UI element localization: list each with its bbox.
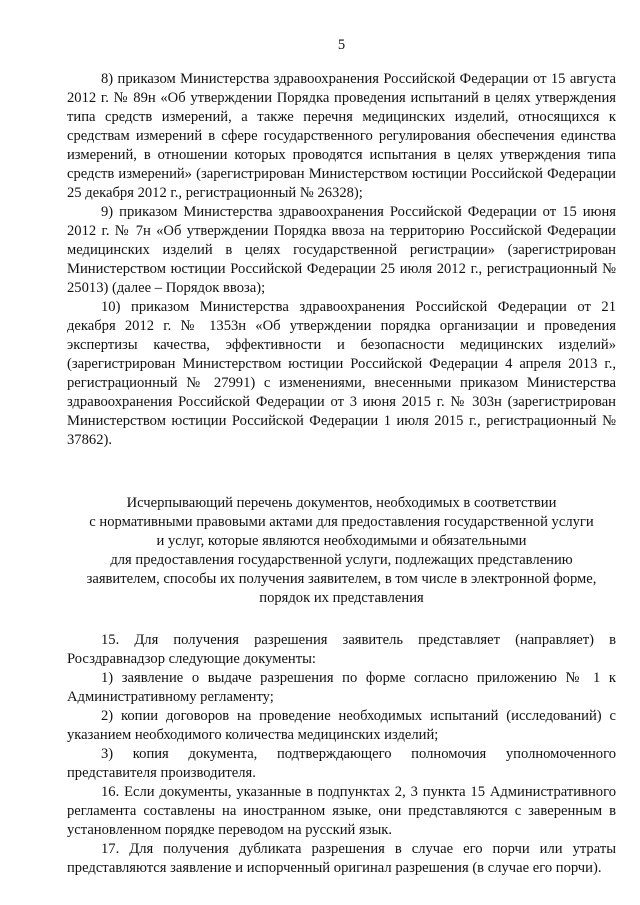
paragraph-item-10: 10) приказом Министерства здравоохранения Российской Федерации от 21 декабря 2012 г. № 1353н «Об утверждении порядка организации и проведения экспертизы качества, эффективности и безопасности медицинских изделий» (зарегистрирован Министерством юстиции Российской Федерации 4 апреля 2013 г., регистрационный № 27991) с изменениями, внесенными приказом Министерства здравоохранения Российской Федерации от 3 июня 2015 г. № 303н (зарегистрирован Министерством юстиции Российской Федерации 1 июля 2015 г., регистрационный № 37862).: [67, 299, 616, 448]
heading-line: для предоставления государственной услуги, подлежащих представлению: [110, 552, 573, 568]
paragraph-clause-16: 16. Если документы, указанные в подпунктах 2, 3 пункта 15 Административного регламента составлены на иностранном языке, они представляются с заверенным в установленном порядке переводом на русский язык.: [67, 784, 616, 838]
page-number: 5: [337, 37, 346, 53]
paragraph-item-8: 8) приказом Министерства здравоохранения Российской Федерации от 15 августа 2012 г. № 89н «Об утверждении Порядка проведения испытаний в целях утверждения типа средств измерений, а также перечня медицинских изделий, относящихся к средствам измерений в сфере государственного регулирования обеспечения единства измерений, в отношении которых проводятся испытания в целях утверждения типа средств измерений» (зарегистрирован Министерством юстиции Российской Федерации 25 декабря 2012 г., регистрационный № 26328);: [67, 71, 616, 201]
heading-line: с нормативными правовыми актами для предоставления государственной услуги: [89, 514, 594, 530]
paragraph-clause-15: 15. Для получения разрешения заявитель представляет (направляет) в Росздравнадзор следующие документы:: [67, 632, 616, 667]
section-heading: [67, 494, 616, 608]
paragraph-subitem-2: 2) копии договоров на проведение необходимых испытаний (исследований) с указанием необходимого количества медицинских изделий;: [67, 708, 616, 743]
paragraph-subitem-3: 3) копия документа, подтверждающего полномочия уполномоченного представителя производителя.: [67, 746, 616, 781]
heading-line: Исчерпывающий перечень документов, необходимых в соответствии: [126, 495, 557, 511]
paragraph-subitem-1: 1) заявление о выдаче разрешения по форме согласно приложению № 1 к Административному регламенту;: [67, 670, 616, 705]
heading-line: и услуг, которые являются необходимыми и обязательными: [156, 533, 527, 549]
paragraph-clause-17: 17. Для получения дубликата разрешения в случае его порчи или утраты представляются заявление и испорченный оригинал разрешения (в случае его порчи).: [67, 841, 616, 876]
heading-line: порядок их представления: [259, 590, 424, 606]
heading-line: заявителем, способы их получения заявителем, в том числе в электронной форме,: [86, 571, 597, 587]
paragraph-item-9: 9) приказом Министерства здравоохранения Российской Федерации от 15 июня 2012 г. № 7н «Об утверждении Порядка ввоза на территорию Российской Федерации медицинских изделий в целях государственной регистрации» (зарегистрирован Министерством юстиции Российской Федерации 25 июля 2012 г., регистрационный № 25013) (далее – Порядок ввоза);: [67, 204, 616, 296]
